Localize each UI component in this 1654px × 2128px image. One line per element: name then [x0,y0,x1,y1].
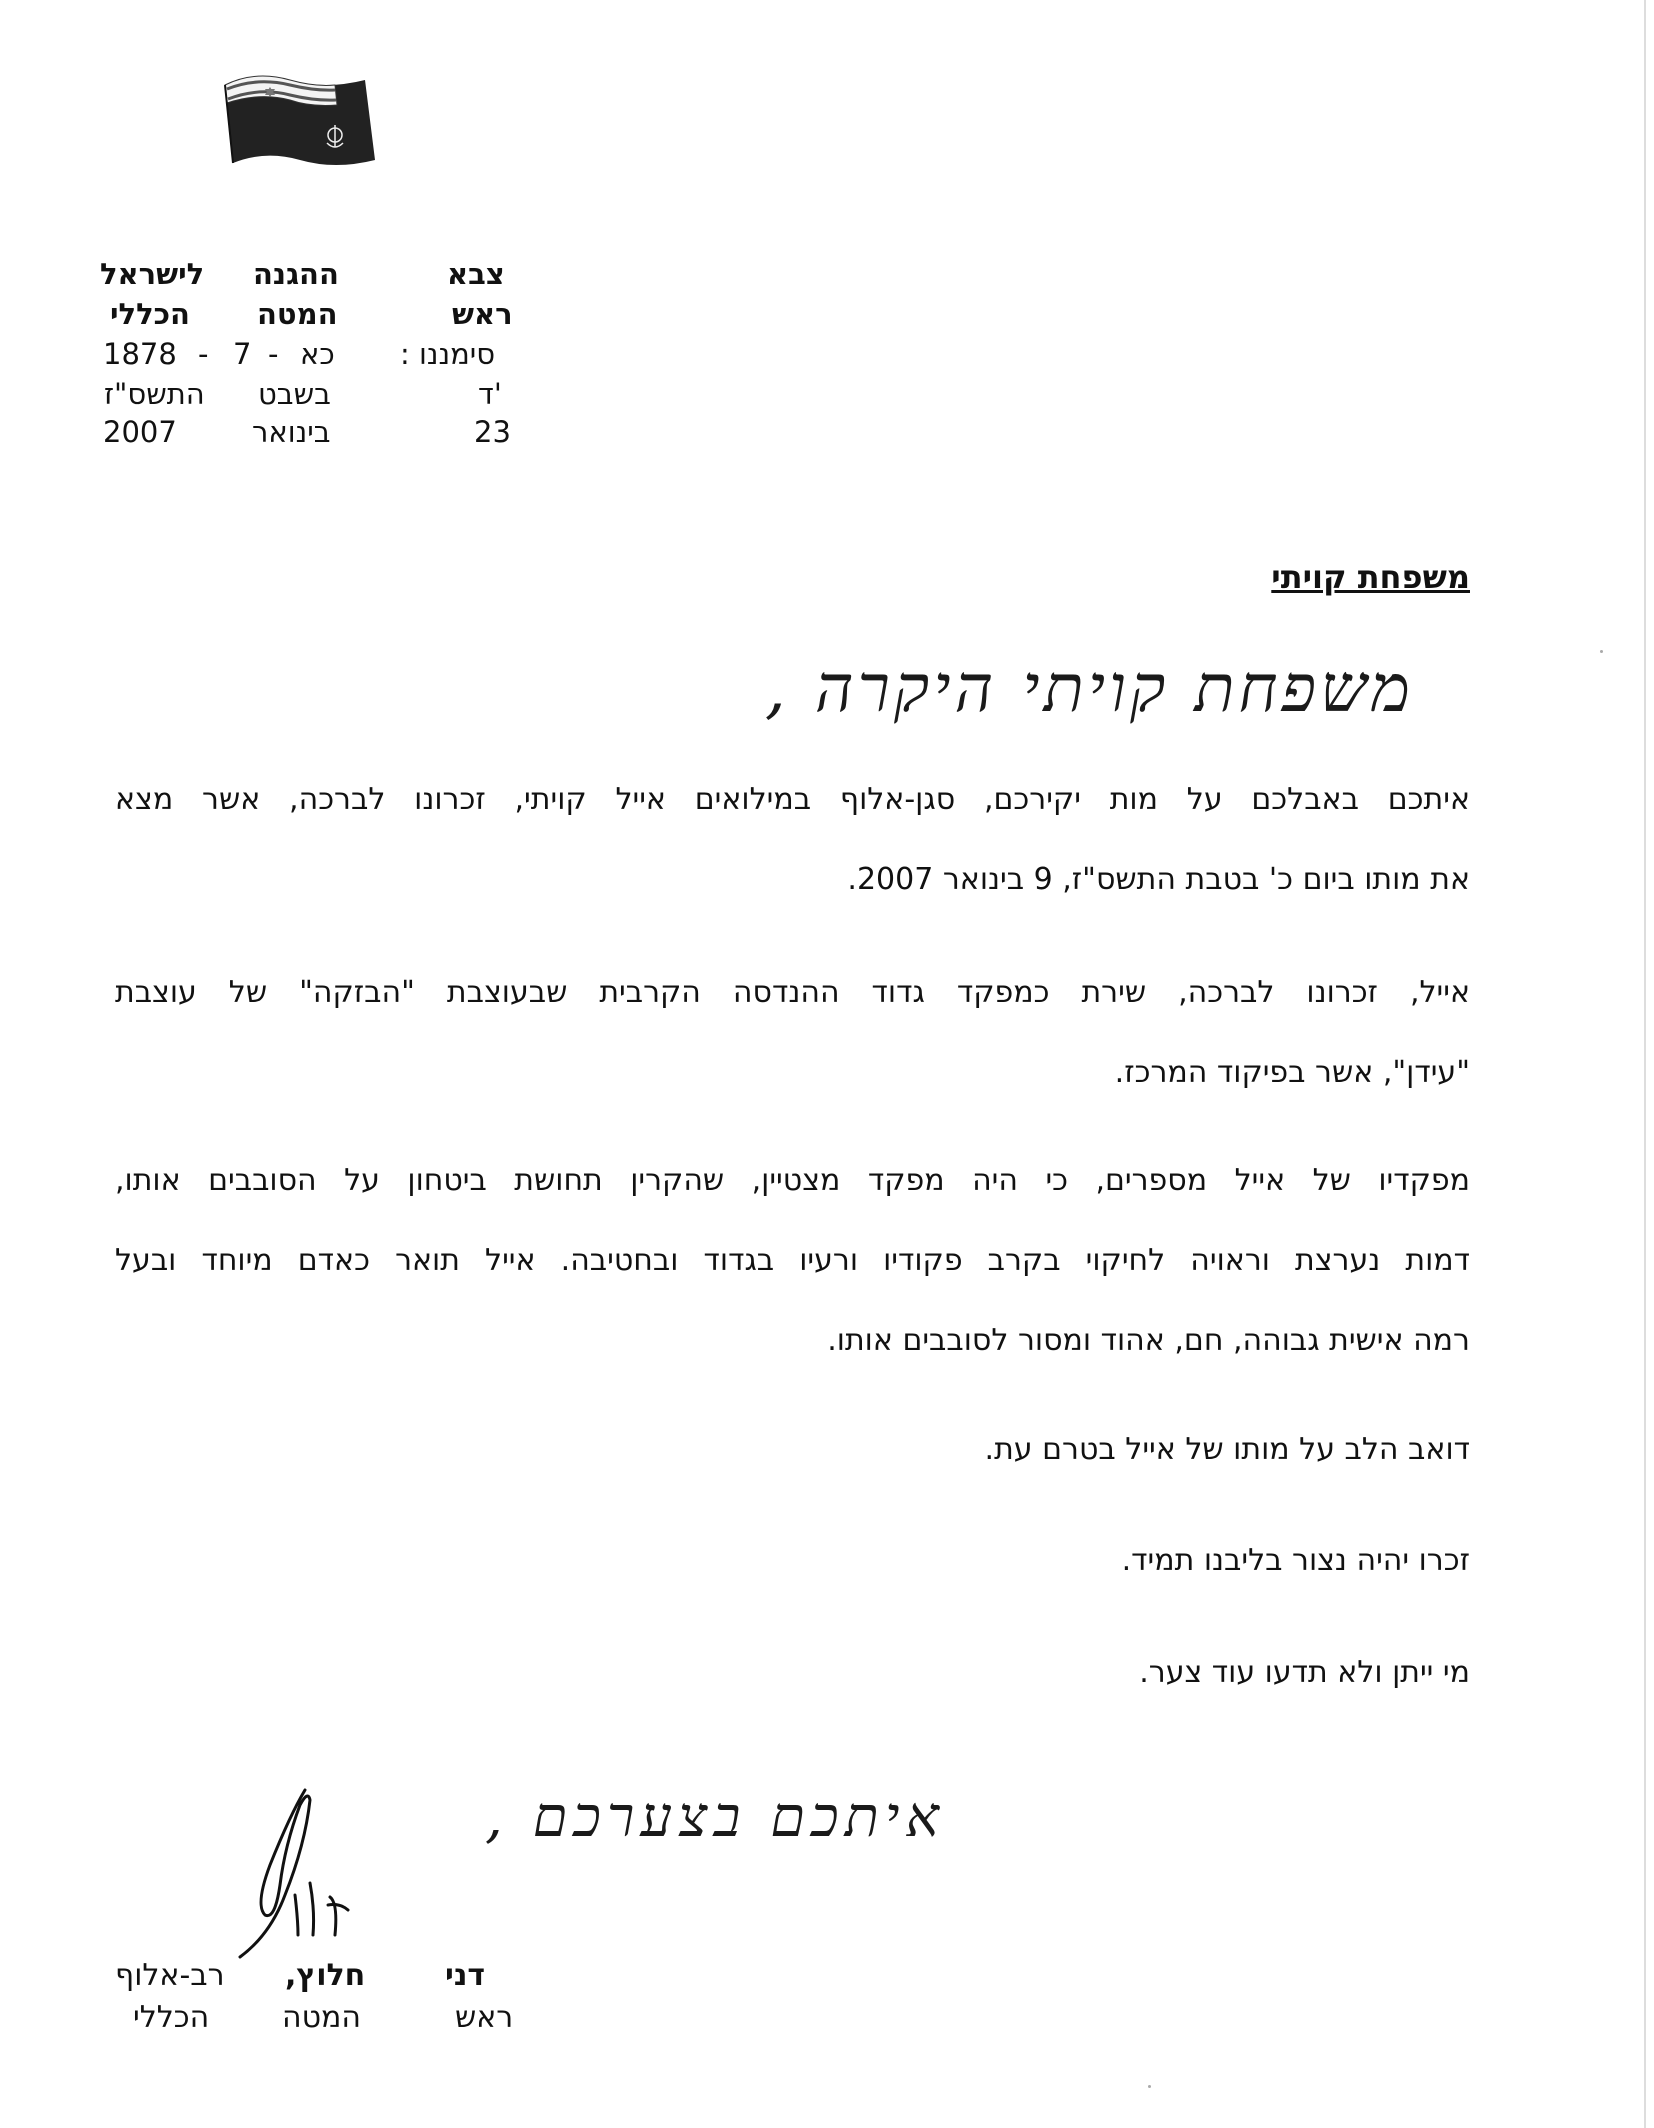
body-p5: זכרו יהיה נצור בליבנו תמיד. [1121,1543,1470,1578]
reference-sep-2: - [198,337,209,371]
body-p3-line1: מפקדיו של אייל מספרים, כי היה מפקד מצטיין, שהקרין תחושת ביטחון על הסובבים אותו, [115,1163,1470,1198]
office-word-2: המטה [257,297,338,331]
signer-title-word-2: המטה [282,2000,362,2035]
scan-speck [1148,2085,1151,2088]
reference-part-1: כא [300,337,335,371]
addressee: משפחת קויתי [1271,558,1470,596]
hebrew-day: ד' [478,377,502,411]
body-p4: דואב הלב על מותו של אייל בטרם עת. [984,1432,1470,1467]
hebrew-year: התשס"ז [104,377,205,411]
signer-last-name: חלוץ, [285,1958,366,1993]
signer-first-name: דני [445,1958,486,1993]
body-p3-line3: רמה אישית גבוהה, חם, אהוד ומסור לסובבים אותו. [827,1323,1470,1358]
signer-rank: רב-אלוף [115,1958,225,1993]
office-word-1: ראש [452,297,513,331]
gregorian-day: 23 [474,415,511,449]
body-p6: מי ייתן ולא תדעו עוד צער. [1139,1655,1470,1690]
body-p2-line1: אייל, זכרונו לברכה, שירת כמפקד גדוד ההנדסה הקרבית שבעוצבת "הבזקה" של עוצבת [115,975,1470,1010]
org-word-2: ההגנה [253,257,339,291]
reference-part-3: 1878 [103,337,177,371]
org-word-1: צבא [447,257,505,291]
hebrew-month: בשבט [258,377,331,411]
signer-title-word-3: הכללי [133,2000,210,2035]
scan-speck [1600,650,1603,653]
gregorian-month: בינואר [252,415,331,449]
gregorian-year: 2007 [103,415,177,449]
reference-sep-1: - [268,337,279,371]
idf-flag-emblem [215,65,385,175]
body-p1-line2: את מותו ביום כ' בטבת התשס"ז, 9 בינואר 2007. [847,862,1470,897]
handwritten-salutation: משפחת קויתי היקרה , [764,650,1414,727]
body-p1-line1: איתכם באבלכם על מות יקירכם, סגן-אלוף במילואים אייל קויתי, זכרונו לברכה, אשר מצא [115,782,1470,817]
reference-label: סימננו : [400,337,496,371]
body-p3-line2: דמות נערצת וראויה לחיקוי בקרב פקודיו ורעיו בגדוד ובחטיבה. אייל תואר כאדם מיוחד ובעל [115,1243,1470,1278]
office-word-3: הכללי [110,297,190,331]
page-edge [1644,0,1646,2128]
org-word-3: לישראל [100,257,205,291]
reference-part-2: 7 [233,337,252,371]
signature-scribble [210,1785,370,1960]
body-p2-line2: "עידן", אשר בפיקוד המרכז. [1114,1055,1470,1090]
handwritten-closing: איתכם בצערכם , [485,1785,946,1850]
signer-title-word-1: ראש [455,2000,514,2035]
